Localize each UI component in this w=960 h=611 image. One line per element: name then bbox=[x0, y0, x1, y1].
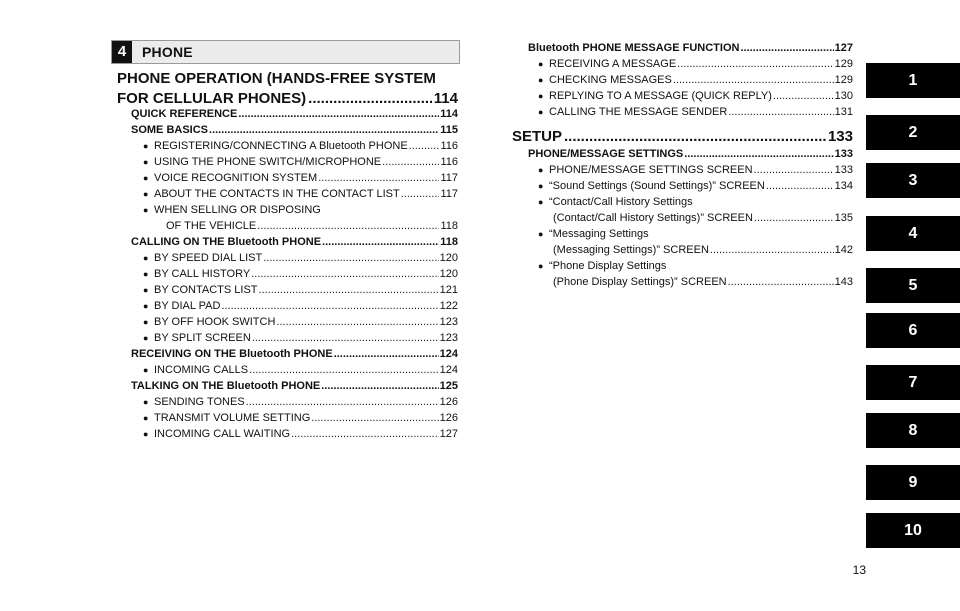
bullet-icon: ● bbox=[143, 429, 149, 439]
toc-item[interactable] bbox=[143, 282, 458, 298]
bullet-icon: ● bbox=[538, 59, 544, 69]
leader-dots bbox=[754, 162, 834, 178]
leader-dots bbox=[766, 178, 834, 194]
toc-item-continuation[interactable] bbox=[553, 274, 853, 290]
bullet-icon: ● bbox=[538, 91, 544, 101]
toc-label: BY SPLIT SCREEN bbox=[154, 332, 251, 344]
chapter-tab-9[interactable]: 9 bbox=[866, 465, 960, 500]
toc-page: 123 bbox=[439, 316, 458, 328]
toc-page: 114 bbox=[440, 108, 458, 120]
toc-label: PHONE/MESSAGE SETTINGS SCREEN bbox=[549, 164, 753, 176]
bullet-icon: ● bbox=[143, 333, 149, 343]
toc-group-some-basics[interactable] bbox=[131, 122, 458, 138]
toc-label: INCOMING CALL WAITING bbox=[154, 428, 291, 440]
toc-item[interactable] bbox=[143, 170, 458, 186]
bullet-icon: ● bbox=[143, 365, 149, 375]
toc-page: 129 bbox=[834, 58, 853, 70]
section-title-text: FOR CELLULAR PHONES) bbox=[117, 90, 307, 107]
leader-dots bbox=[740, 40, 833, 56]
leader-dots bbox=[291, 426, 439, 442]
bullet-icon: ● bbox=[538, 229, 544, 239]
chapter-tab-8[interactable]: 8 bbox=[866, 413, 960, 448]
toc-item[interactable] bbox=[538, 104, 853, 120]
leader-dots bbox=[246, 394, 439, 410]
section-title-page: 114 bbox=[433, 90, 458, 107]
leader-dots bbox=[259, 282, 439, 298]
section-setup-page: 133 bbox=[827, 128, 853, 145]
leader-dots bbox=[322, 234, 439, 250]
toc-item-multiline[interactable] bbox=[538, 226, 649, 242]
bullet-icon: ● bbox=[143, 397, 149, 407]
toc-page: 131 bbox=[834, 106, 853, 118]
chapter-tab-3[interactable]: 3 bbox=[866, 163, 960, 198]
toc-page: 126 bbox=[439, 396, 458, 408]
section-setup[interactable] bbox=[512, 127, 853, 147]
leader-dots bbox=[209, 122, 439, 138]
bullet-icon: ● bbox=[143, 413, 149, 423]
toc-page: 122 bbox=[439, 300, 458, 312]
leader-dots bbox=[728, 274, 834, 290]
toc-label-continued: (Contact/Call History Settings)” SCREEN bbox=[553, 212, 753, 224]
toc-label: BY OFF HOOK SWITCH bbox=[154, 316, 276, 328]
chapter-tab-10[interactable]: 10 bbox=[866, 513, 960, 548]
section-setup-title: SETUP bbox=[512, 128, 563, 145]
toc-item[interactable] bbox=[143, 410, 458, 426]
toc-page: 127 bbox=[439, 428, 458, 440]
bullet-icon: ● bbox=[538, 197, 544, 207]
toc-item[interactable] bbox=[538, 162, 853, 178]
leader-dots bbox=[710, 242, 834, 258]
toc-page: 133 bbox=[834, 164, 853, 176]
toc-page: 118 bbox=[440, 220, 458, 232]
toc-item[interactable] bbox=[143, 298, 458, 314]
bullet-icon: ● bbox=[143, 205, 149, 215]
toc-page: 116 bbox=[440, 140, 458, 152]
toc-page: 115 bbox=[440, 124, 458, 136]
toc-item[interactable] bbox=[143, 266, 458, 282]
toc-label: SENDING TONES bbox=[154, 396, 245, 408]
toc-page: 134 bbox=[834, 180, 853, 192]
toc-group-phone-message-settings[interactable] bbox=[528, 146, 853, 162]
toc-label: “Sound Settings (Sound Settings)” SCREEN bbox=[549, 180, 765, 192]
toc-label: PHONE/MESSAGE SETTINGS bbox=[528, 148, 684, 160]
chapter-tab-6[interactable]: 6 bbox=[866, 313, 960, 348]
toc-label: CHECKING MESSAGES bbox=[549, 74, 672, 86]
toc-page: 133 bbox=[834, 148, 853, 160]
toc-item[interactable] bbox=[143, 138, 458, 154]
bullet-icon: ● bbox=[538, 181, 544, 191]
toc-label: REGISTERING/CONNECTING A Bluetooth PHONE bbox=[154, 140, 408, 152]
chapter-tab-2[interactable]: 2 bbox=[866, 115, 960, 150]
leader-dots bbox=[754, 210, 834, 226]
toc-label: TRANSMIT VOLUME SETTING bbox=[154, 412, 311, 424]
toc-label: VOICE RECOGNITION SYSTEM bbox=[154, 172, 318, 184]
toc-item-multiline[interactable] bbox=[143, 202, 321, 218]
bullet-icon: ● bbox=[143, 189, 149, 199]
toc-label: RECEIVING A MESSAGE bbox=[549, 58, 677, 70]
toc-page: 121 bbox=[439, 284, 458, 296]
leader-dots bbox=[263, 250, 438, 266]
leader-dots bbox=[276, 314, 438, 330]
leader-dots bbox=[334, 346, 439, 362]
leader-dots bbox=[221, 298, 438, 314]
leader-dots bbox=[673, 72, 834, 88]
leader-dots bbox=[252, 330, 439, 346]
toc-label: USING THE PHONE SWITCH/MICROPHONE bbox=[154, 156, 382, 168]
bullet-icon: ● bbox=[538, 75, 544, 85]
toc-page: 142 bbox=[834, 244, 853, 256]
leader-dots bbox=[311, 410, 438, 426]
leader-dots bbox=[321, 378, 438, 394]
toc-page: 117 bbox=[440, 172, 458, 184]
bullet-icon: ● bbox=[538, 107, 544, 117]
toc-item[interactable] bbox=[538, 88, 853, 104]
bullet-icon: ● bbox=[538, 261, 544, 271]
bullet-icon: ● bbox=[143, 285, 149, 295]
toc-item-continuation[interactable] bbox=[553, 210, 853, 226]
bullet-icon: ● bbox=[143, 173, 149, 183]
leader-dots bbox=[257, 218, 439, 234]
leader-dots bbox=[382, 154, 439, 170]
toc-item-continuation[interactable] bbox=[553, 242, 853, 258]
bullet-icon: ● bbox=[143, 141, 149, 151]
leader-dots bbox=[238, 106, 439, 122]
toc-page: 143 bbox=[834, 276, 853, 288]
toc-label-continued: (Phone Display Settings)” SCREEN bbox=[553, 276, 727, 288]
leader-dots bbox=[564, 127, 826, 147]
toc-group-quick-reference[interactable] bbox=[131, 106, 458, 122]
toc-page: 124 bbox=[439, 364, 458, 376]
chapter-tab-5[interactable]: 5 bbox=[866, 268, 960, 303]
toc-page: 135 bbox=[834, 212, 853, 224]
toc-label: BY DIAL PAD bbox=[154, 300, 221, 312]
toc-item[interactable] bbox=[143, 314, 458, 330]
toc-page: 124 bbox=[439, 348, 458, 360]
toc-group-talking[interactable] bbox=[131, 378, 458, 394]
leader-dots bbox=[409, 138, 440, 154]
toc-label-continued: OF THE VEHICLE bbox=[166, 220, 257, 232]
toc-page: 126 bbox=[439, 412, 458, 424]
toc-label: BY CONTACTS LIST bbox=[154, 284, 258, 296]
bullet-icon: ● bbox=[143, 317, 149, 327]
toc-page: 123 bbox=[439, 332, 458, 344]
chapter-tab-4[interactable]: 4 bbox=[866, 216, 960, 251]
bullet-icon: ● bbox=[143, 269, 149, 279]
bullet-icon: ● bbox=[143, 301, 149, 311]
toc-page: 118 bbox=[440, 236, 458, 248]
toc-page: 129 bbox=[834, 74, 853, 86]
page-number: 13 bbox=[852, 563, 866, 577]
toc-label: “Messaging Settings bbox=[549, 228, 649, 240]
toc-label: SOME BASICS bbox=[131, 124, 209, 136]
chapter-number: 4 bbox=[112, 41, 132, 63]
toc-label: CALLING ON THE Bluetooth PHONE bbox=[131, 236, 322, 248]
leader-dots bbox=[249, 362, 439, 378]
toc-page: 116 bbox=[440, 156, 458, 168]
leader-dots bbox=[251, 266, 438, 282]
toc-item[interactable] bbox=[143, 362, 458, 378]
toc-item-continuation[interactable] bbox=[166, 218, 458, 234]
toc-page: 120 bbox=[439, 252, 458, 264]
section-title-line1: PHONE OPERATION (HANDS-FREE SYSTEM bbox=[117, 70, 436, 87]
toc-item[interactable] bbox=[143, 250, 458, 266]
bullet-icon: ● bbox=[538, 165, 544, 175]
toc-item[interactable] bbox=[538, 178, 853, 194]
toc-item[interactable] bbox=[143, 330, 458, 346]
toc-item[interactable] bbox=[143, 426, 458, 442]
toc-page: 127 bbox=[834, 42, 853, 54]
toc-item-multiline[interactable] bbox=[538, 258, 667, 274]
toc-label: WHEN SELLING OR DISPOSING bbox=[154, 204, 321, 216]
toc-page: 117 bbox=[440, 188, 458, 200]
leader-dots bbox=[728, 104, 833, 120]
toc-label-continued: (Messaging Settings)” SCREEN bbox=[553, 244, 709, 256]
toc-page: 130 bbox=[834, 90, 853, 102]
bullet-icon: ● bbox=[143, 253, 149, 263]
chapter-header bbox=[111, 40, 460, 64]
toc-label: CALLING THE MESSAGE SENDER bbox=[549, 106, 728, 118]
leader-dots bbox=[684, 146, 833, 162]
toc-label: INCOMING CALLS bbox=[154, 364, 249, 376]
toc-label: ABOUT THE CONTACTS IN THE CONTACT LIST bbox=[154, 188, 400, 200]
leader-dots bbox=[773, 88, 834, 104]
chapter-title: PHONE bbox=[142, 44, 193, 60]
toc-label: REPLYING TO A MESSAGE (QUICK REPLY) bbox=[549, 90, 772, 102]
toc-group-receiving[interactable] bbox=[131, 346, 458, 362]
toc-item[interactable] bbox=[143, 394, 458, 410]
toc-label: RECEIVING ON THE Bluetooth PHONE bbox=[131, 348, 333, 360]
toc-item[interactable] bbox=[538, 56, 853, 72]
toc-label: Bluetooth PHONE MESSAGE FUNCTION bbox=[528, 42, 740, 54]
toc-item[interactable] bbox=[143, 154, 458, 170]
toc-item[interactable] bbox=[538, 72, 853, 88]
toc-label: “Contact/Call History Settings bbox=[549, 196, 693, 208]
toc-label: BY SPEED DIAL LIST bbox=[154, 252, 263, 264]
leader-dots bbox=[401, 186, 440, 202]
toc-label: QUICK REFERENCE bbox=[131, 108, 238, 120]
leader-dots bbox=[677, 56, 833, 72]
bullet-icon: ● bbox=[143, 157, 149, 167]
toc-label: BY CALL HISTORY bbox=[154, 268, 251, 280]
toc-item[interactable] bbox=[143, 186, 458, 202]
chapter-tab-1[interactable]: 1 bbox=[866, 63, 960, 98]
toc-page: 120 bbox=[439, 268, 458, 280]
toc-page: 125 bbox=[439, 380, 458, 392]
chapter-tab-7[interactable]: 7 bbox=[866, 365, 960, 400]
toc-group-calling[interactable] bbox=[131, 234, 458, 250]
toc-group-message-function[interactable] bbox=[528, 40, 853, 56]
toc-label: “Phone Display Settings bbox=[549, 260, 667, 272]
leader-dots bbox=[318, 170, 439, 186]
toc-label: TALKING ON THE Bluetooth PHONE bbox=[131, 380, 321, 392]
toc-item-multiline[interactable] bbox=[538, 194, 693, 210]
